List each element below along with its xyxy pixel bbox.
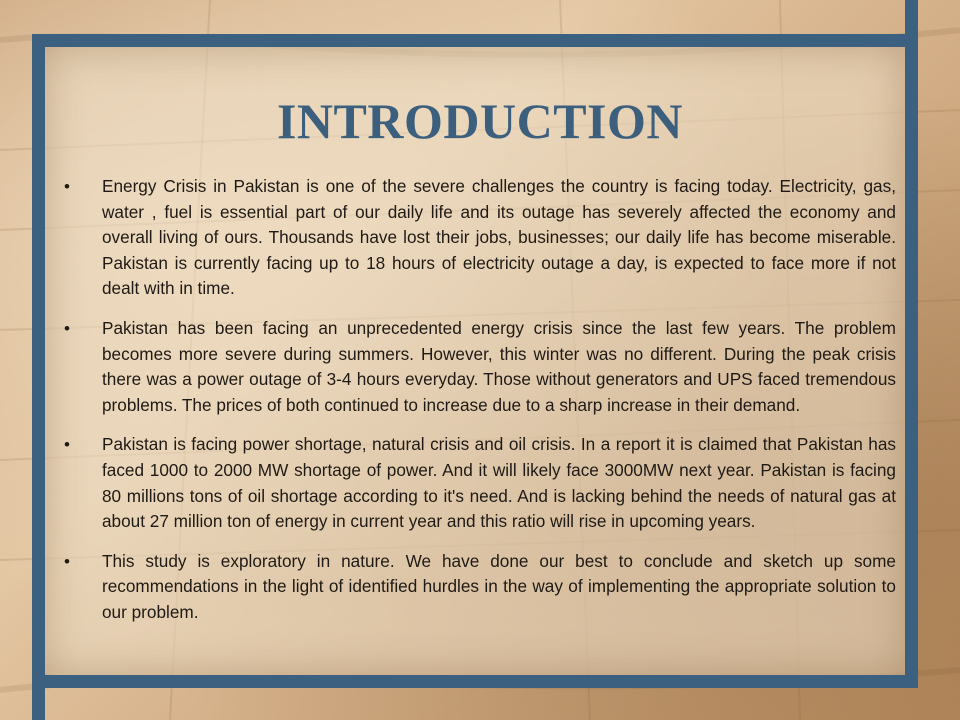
bullet-dot-icon: • [64,551,70,571]
bullet-dot-icon: • [64,318,70,338]
slide-title: INTRODUCTION [276,93,684,149]
bullet-item-4 [64,549,896,626]
bullet-text-1: Energy Crisis in Pakistan is one of the severe challenges the country is facing today. Electricity, gas, water , fuel is essential part of our daily life and its outage has severely affected the economy and overall living of ours. Thousands have lost their jobs, businesses; our daily life has become miserable. Pakistan is currently facing up to 18 hours of electricity outage a day, is expected to face more if not dealt with in time. [102,176,896,299]
bullet-text-4: This study is exploratory in nature. We have done our best to conclude and sketch up some recommendations in the light of identified hurdles in the way of implementing the appropriate solution to our problem. [102,550,896,622]
bullet-item-2 [64,316,896,418]
frame-bottom-left-bar [32,688,45,720]
bullet-text-3: Pakistan is facing power shortage, natural crisis and oil crisis. In a report it is claimed that Pakistan has faced 1000 to 2000 MW shortage of power. And it will likely face 3000MW next year. Pakistan is facing 80 millions tons of oil shortage according to it's need. And is lacking behind the needs of natural gas at about 27 million ton of energy in current year and this ratio will rise in upcoming years. [102,434,896,532]
bullet-item-3 [64,432,896,534]
bullet-dot-icon: • [64,177,70,196]
bullet-list [64,174,896,640]
bullet-text-2: Pakistan has been facing an unprecedented energy crisis since the last few years. The problem becomes more severe during summers. However, this winter was no different. During the peak crisis there was a power outage of 3-4 hours everyday. Those without generators and UPS faced tremendous problems. The prices of both continued to increase due to a sharp increase in their demand. [102,317,896,415]
frame-top-right-bar [905,0,918,34]
bullet-dot-icon: • [64,435,70,455]
bullet-item-1 [64,174,896,302]
